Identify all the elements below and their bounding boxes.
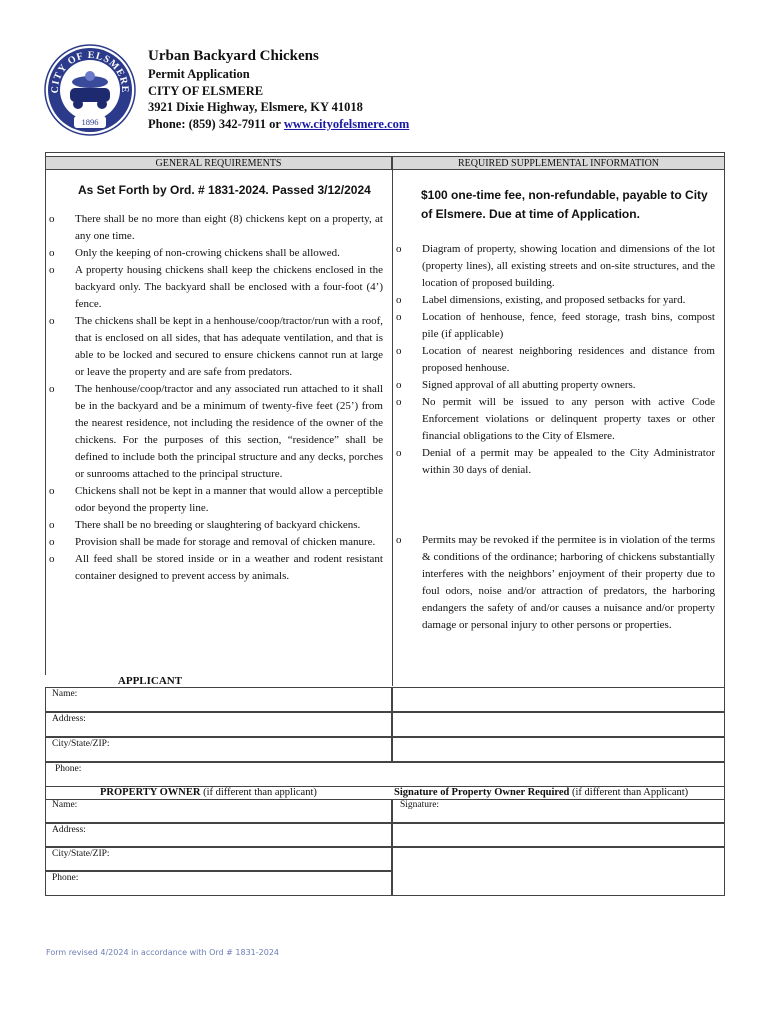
doc-title: Urban Backyard Chickens (148, 48, 319, 64)
signature-field[interactable] (392, 799, 725, 823)
list-item: o A property housing chickens shall keep the chickens enclosed in the backyard only. The backyard shall be enclosed with a four-foot (4’) fence. (49, 262, 383, 313)
list-item: o The henhouse/coop/tractor and any associated run attached to it shall be in the backyard and be a minimum of twenty-five feet (25’) from the nearest residence, not including the residence of the owner of the chickens. For the purposes of this section, “residence” shall be defined to include both the principal structure and any decks, porches or sunrooms attached to the principal structure. (49, 381, 383, 483)
list-item: o Location of henhouse, fence, feed storage, trash bins, compost pile (if applicable) (396, 309, 715, 343)
supplemental-info-heading: REQUIRED SUPPLEMENTAL INFORMATION (392, 156, 725, 170)
seal-ring-text: CITY OF ELSMERE (49, 49, 131, 94)
phone-text: Phone: (859) 342-7911 or (148, 116, 284, 131)
list-item: o Signed approval of all abutting property owners. (396, 377, 715, 394)
seal-year: 1896 (81, 117, 99, 127)
applicant-phone-label: Phone: (55, 764, 82, 774)
list-item: o Label dimensions, existing, and proposed setbacks for yard. (396, 292, 715, 309)
supplemental-info-list (396, 241, 715, 479)
ordinance-heading: As Set Forth by Ord. # 1831-2024. Passed 3/12/2024 (78, 183, 371, 197)
signature-heading-rest: (if different than Applicant) (569, 787, 689, 798)
list-item: o The chickens shall be kept in a henhouse/coop/tractor/run with a roof, that is enclosed on all sides, that has adequate ventilation, and that is able to be locked and secured to ensure chickens cannot run at large or leave the property and are safe from predators. (49, 313, 383, 381)
applicant-heading: APPLICANT (45, 675, 255, 687)
signature-extra-1[interactable] (392, 823, 725, 847)
applicant-name-extra[interactable] (392, 687, 725, 712)
list-item: o There shall be no more than eight (8) chickens kept on a property, at any one time. (49, 211, 383, 245)
applicant-address-label: Address: (52, 714, 86, 724)
doc-subtitle: Permit Application (148, 67, 250, 81)
owner-phone-label: Phone: (52, 873, 79, 883)
list-item: o No permit will be issued to any person with active Code Enforcement violations or delinquent property taxes or other financial obligations to the City of Elsmere. (396, 394, 715, 445)
applicant-city-extra[interactable] (392, 737, 725, 762)
owner-address-field[interactable] (45, 823, 392, 847)
owner-name-label: Name: (52, 800, 78, 810)
column-divider (392, 170, 393, 686)
revision-footer: Form revised 4/2024 in accordance with Ord # 1831-2024 (46, 948, 280, 957)
list-item: o Denial of a permit may be appealed to the City Administrator within 30 days of denial. (396, 445, 715, 479)
owner-heading-bold: PROPERTY OWNER (100, 787, 201, 798)
revocation-list (396, 532, 715, 634)
city-name: CITY OF ELSMERE (148, 83, 264, 98)
applicant-address-extra[interactable] (392, 712, 725, 737)
general-requirements-heading: GENERAL REQUIREMENTS (45, 156, 392, 170)
signature-extra-2[interactable] (392, 847, 725, 896)
list-item: o Permits may be revoked if the permitee is in violation of the terms & conditions of the ordinance; harboring of chickens substantially interferes with the neighbors’ enjoyment of their property due to foul odors, noise and/or attraction of predators, the harboring endangers the safety of and/or causes a nuisance and/or property damage or personal injury to other persons or properties. (396, 532, 715, 634)
list-item: o Location of nearest neighboring residences and distance from proposed henhouse. (396, 343, 715, 377)
applicant-phone-field[interactable] (45, 762, 725, 787)
general-requirements-list (49, 211, 383, 585)
applicant-name-label: Name: (52, 689, 78, 699)
applicant-name-field[interactable] (45, 687, 392, 712)
property-owner-heading (100, 787, 317, 798)
city-seal-logo (44, 44, 136, 136)
city-address: 3921 Dixie Highway, Elsmere, KY 41018 (148, 100, 363, 114)
signature-heading (394, 787, 688, 798)
list-item: o All feed shall be stored inside or in a weather and rodent resistant container designed to prevent access by animals. (49, 551, 383, 585)
owner-name-field[interactable] (45, 799, 392, 823)
city-contact (148, 116, 409, 133)
list-item: o Provision shall be made for storage and removal of chicken manure. (49, 534, 383, 551)
list-item: o Chickens shall not be kept in a manner that would allow a perceptible odor beyond the property line. (49, 483, 383, 517)
signature-heading-bold: Signature of Property Owner Required (394, 787, 570, 798)
list-item: o Only the keeping of non-crowing chickens shall be allowed. (49, 245, 383, 262)
owner-phone-field[interactable] (45, 871, 392, 896)
fee-notice: $100 one-time fee, non-refundable, payable to City of Elsmere. Due at time of Application. (421, 188, 708, 221)
list-item: o There shall be no breeding or slaughtering of backyard chickens. (49, 517, 383, 534)
letterhead (148, 46, 409, 132)
list-item: o Diagram of property, showing location and dimensions of the lot (property lines), all existing streets and on-site structures, and the location of proposed building. (396, 241, 715, 292)
website-link[interactable]: www.cityofelsmere.com (283, 116, 410, 131)
owner-heading-rest: (if different than applicant) (200, 787, 317, 798)
applicant-address-field[interactable] (45, 712, 392, 737)
owner-city-label: City/State/ZIP: (52, 849, 110, 859)
applicant-city-label: City/State/ZIP: (52, 739, 110, 749)
signature-label: Signature: (400, 800, 440, 810)
owner-address-label: Address: (52, 825, 86, 835)
